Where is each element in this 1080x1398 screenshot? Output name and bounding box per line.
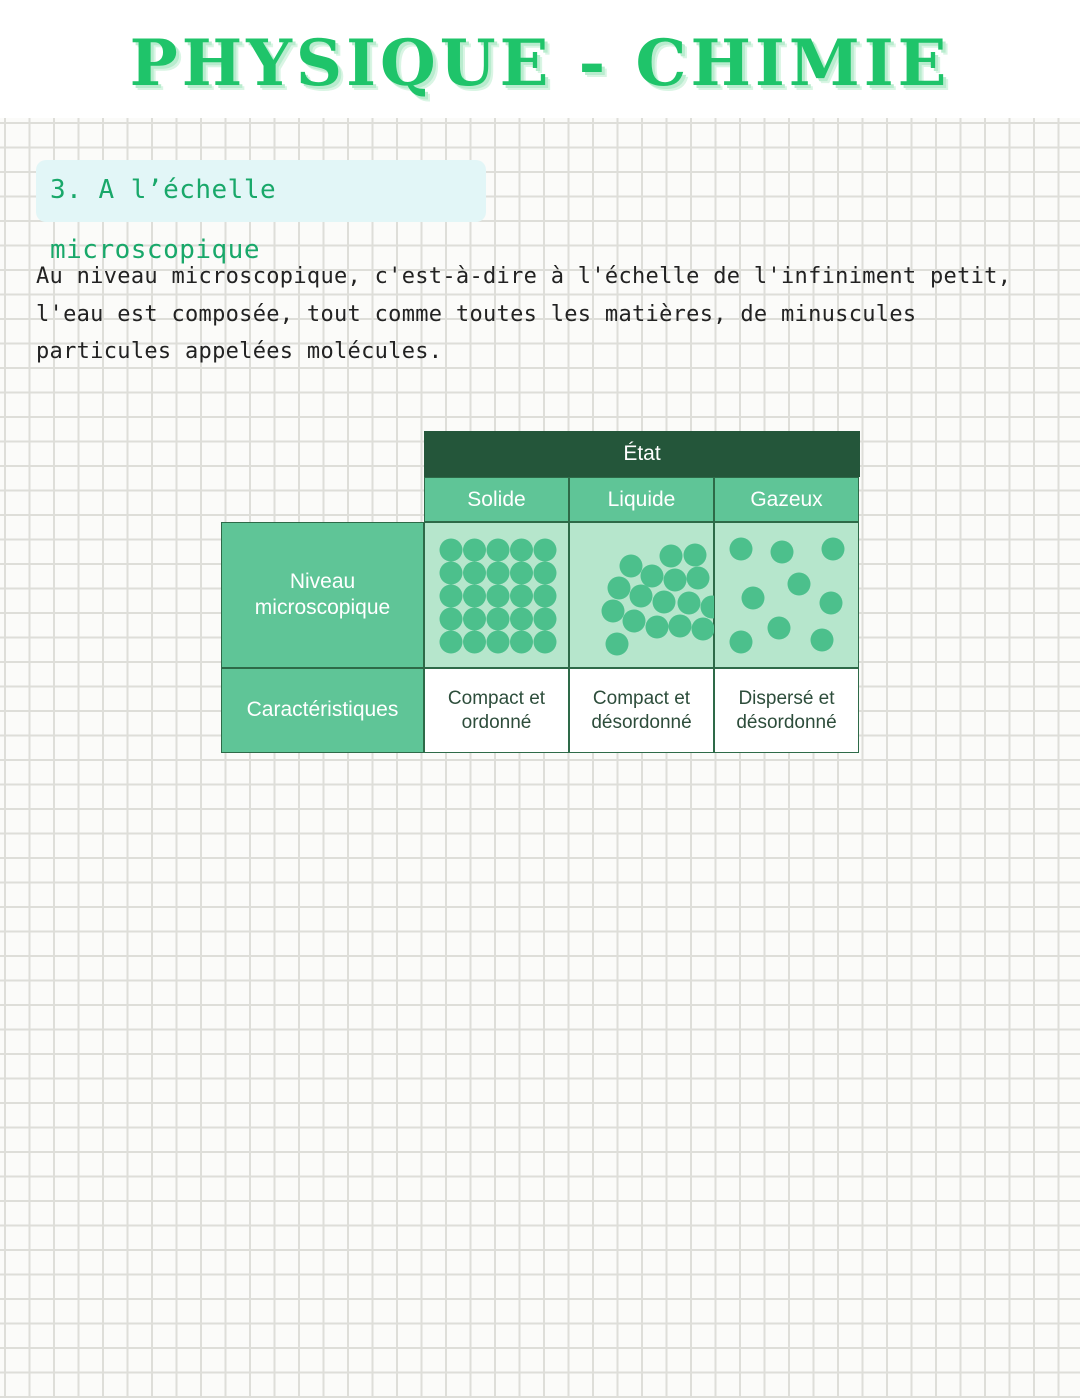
row-header-niveau: Niveau microscopique [221,522,424,668]
particle [534,631,557,654]
particle [641,565,664,588]
particle [820,592,843,615]
particle [660,545,683,568]
particle [487,631,510,654]
particle [463,562,486,585]
particle [534,585,557,608]
liquid-particles-svg [570,523,715,669]
particle [440,608,463,631]
particle [768,617,791,640]
column-header-liquide: Liquide [569,477,714,522]
particle [692,618,715,641]
particle [811,629,834,652]
particle [510,539,533,562]
particle [608,577,631,600]
particle [742,587,765,610]
liquid-particles-illustration [569,522,714,668]
particle [463,608,486,631]
particle [463,631,486,654]
particle [730,538,753,561]
particle [487,562,510,585]
particle [440,539,463,562]
particle [510,631,533,654]
particle [534,539,557,562]
particle [534,608,557,631]
particle [730,631,753,654]
particle [510,585,533,608]
particle [606,633,629,656]
row-header-caracteristiques: Caractéristiques [221,668,424,753]
intro-paragraph: Au niveau microscopique, c'est-à-dire à l'échelle de l'infiniment petit, l'eau est composée, tout comme toutes les matières, de minuscules particules appelées molécules. [36,264,1012,364]
particle [440,562,463,585]
particle [664,569,687,592]
page-title: PHYSIQUE - CHIMIE [129,26,951,101]
particle [487,585,510,608]
particle [487,608,510,631]
gas-particles-illustration [714,522,859,668]
table-header-etat: État [424,431,860,477]
column-header-solide: Solide [424,477,569,522]
particle [687,567,710,590]
particle [534,562,557,585]
particle [510,608,533,631]
particle [463,539,486,562]
particle [620,555,643,578]
particle [684,544,707,567]
particle [669,615,692,638]
particle [440,631,463,654]
particle [771,541,794,564]
characteristic-liquide: Compact et désordonné [569,668,714,753]
particle [678,592,701,615]
states-of-matter-table [221,431,860,753]
particle [510,562,533,585]
particle [630,585,653,608]
characteristic-gazeux: Dispersé et désordonné [714,668,859,753]
particle [653,591,676,614]
particle [701,596,716,619]
solid-particles-illustration [424,522,569,668]
particle [822,538,845,561]
particle [646,616,669,639]
section-heading: 3. A l’échelle microscopique [36,160,486,222]
particle [788,573,811,596]
particle [602,600,625,623]
characteristic-solide: Compact et ordonné [424,668,569,753]
particle [487,539,510,562]
particle [623,610,646,633]
particle [440,585,463,608]
solid-particles-svg [425,523,570,669]
particle [463,585,486,608]
gas-particles-svg [715,523,860,669]
column-header-gazeux: Gazeux [714,477,859,522]
